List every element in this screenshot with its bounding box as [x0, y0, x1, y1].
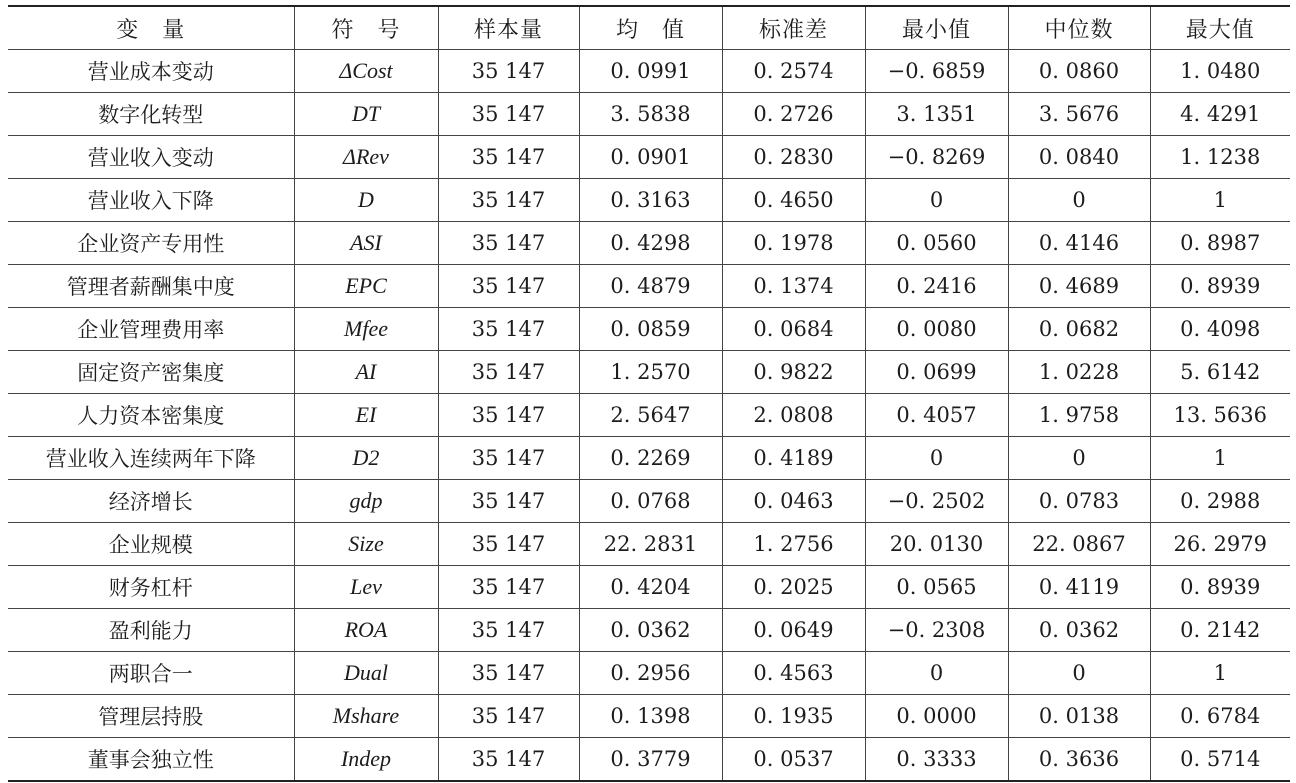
table-row	[8, 523, 1290, 566]
cell-median: 0. 4146	[1008, 222, 1150, 265]
cell-max: 1	[1150, 179, 1290, 222]
cell-min: 0. 2416	[865, 265, 1008, 308]
cell-mean: 0. 0991	[579, 50, 722, 93]
cell-median: 0. 0682	[1008, 308, 1150, 351]
cell-symbol: ΔCost	[294, 50, 438, 93]
cell-mean: 0. 0768	[579, 480, 722, 523]
cell-variable: 盈利能力	[8, 609, 294, 652]
cell-variable: 两职合一	[8, 652, 294, 695]
cell-median: 0	[1008, 437, 1150, 480]
table-body	[8, 50, 1290, 782]
cell-variable: 管理者薪酬集中度	[8, 265, 294, 308]
descriptive-statistics-table	[8, 5, 1290, 782]
header-symbol: 符 号	[294, 6, 438, 50]
cell-symbol: D2	[294, 437, 438, 480]
cell-symbol: Lev	[294, 566, 438, 609]
cell-std-dev: 0. 1978	[722, 222, 865, 265]
cell-variable: 营业收入下降	[8, 179, 294, 222]
cell-sample-size: 35 147	[438, 566, 579, 609]
cell-std-dev: 0. 4650	[722, 179, 865, 222]
header-std-dev: 标准差	[722, 6, 865, 50]
cell-mean: 2. 5647	[579, 394, 722, 437]
cell-mean: 0. 0362	[579, 609, 722, 652]
table-header	[8, 6, 1290, 50]
cell-symbol: AI	[294, 351, 438, 394]
cell-std-dev: 2. 0808	[722, 394, 865, 437]
table-row	[8, 738, 1290, 782]
cell-symbol: D	[294, 179, 438, 222]
cell-sample-size: 35 147	[438, 523, 579, 566]
cell-mean: 0. 2956	[579, 652, 722, 695]
cell-std-dev: 0. 1374	[722, 265, 865, 308]
cell-symbol: Dual	[294, 652, 438, 695]
cell-sample-size: 35 147	[438, 652, 579, 695]
cell-mean: 3. 5838	[579, 93, 722, 136]
table-row	[8, 265, 1290, 308]
cell-variable: 管理层持股	[8, 695, 294, 738]
cell-symbol: Indep	[294, 738, 438, 782]
cell-max: 0. 8939	[1150, 265, 1290, 308]
cell-mean: 0. 3163	[579, 179, 722, 222]
table-row	[8, 93, 1290, 136]
cell-max: 0. 4098	[1150, 308, 1290, 351]
cell-min: 0	[865, 437, 1008, 480]
cell-mean: 0. 4298	[579, 222, 722, 265]
cell-max: 1. 0480	[1150, 50, 1290, 93]
cell-max: 0. 2988	[1150, 480, 1290, 523]
cell-variable: 人力资本密集度	[8, 394, 294, 437]
cell-max: 0. 8987	[1150, 222, 1290, 265]
cell-median: 0. 0138	[1008, 695, 1150, 738]
cell-median: 0. 0840	[1008, 136, 1150, 179]
header-variable: 变 量	[8, 6, 294, 50]
cell-std-dev: 0. 4189	[722, 437, 865, 480]
cell-max: 0. 8939	[1150, 566, 1290, 609]
header-mean: 均 值	[579, 6, 722, 50]
cell-max: 4. 4291	[1150, 93, 1290, 136]
cell-sample-size: 35 147	[438, 50, 579, 93]
cell-sample-size: 35 147	[438, 308, 579, 351]
table-row	[8, 437, 1290, 480]
table-row	[8, 394, 1290, 437]
cell-symbol: ASI	[294, 222, 438, 265]
header-median: 中位数	[1008, 6, 1150, 50]
table-row	[8, 136, 1290, 179]
cell-median: 0. 4119	[1008, 566, 1150, 609]
table-row	[8, 50, 1290, 93]
cell-std-dev: 0. 0649	[722, 609, 865, 652]
cell-symbol: ΔRev	[294, 136, 438, 179]
cell-min: 0. 0560	[865, 222, 1008, 265]
cell-median: 0	[1008, 179, 1150, 222]
table-row	[8, 652, 1290, 695]
cell-median: 0. 3636	[1008, 738, 1150, 782]
table-row	[8, 222, 1290, 265]
cell-std-dev: 0. 0463	[722, 480, 865, 523]
cell-max: 0. 6784	[1150, 695, 1290, 738]
cell-median: 1. 0228	[1008, 351, 1150, 394]
cell-variable: 财务杠杆	[8, 566, 294, 609]
cell-sample-size: 35 147	[438, 222, 579, 265]
cell-min: 0. 3333	[865, 738, 1008, 782]
cell-max: 0. 5714	[1150, 738, 1290, 782]
cell-sample-size: 35 147	[438, 738, 579, 782]
cell-mean: 0. 0859	[579, 308, 722, 351]
cell-min: 0. 0699	[865, 351, 1008, 394]
cell-variable: 董事会独立性	[8, 738, 294, 782]
cell-median: 0. 4689	[1008, 265, 1150, 308]
cell-variable: 固定资产密集度	[8, 351, 294, 394]
cell-median: 0	[1008, 652, 1150, 695]
cell-min: 20. 0130	[865, 523, 1008, 566]
cell-max: 5. 6142	[1150, 351, 1290, 394]
cell-min: 0	[865, 179, 1008, 222]
cell-max: 1. 1238	[1150, 136, 1290, 179]
table-row	[8, 609, 1290, 652]
header-row	[8, 6, 1290, 50]
cell-sample-size: 35 147	[438, 394, 579, 437]
cell-variable: 数字化转型	[8, 93, 294, 136]
cell-min: 0. 0000	[865, 695, 1008, 738]
table-row	[8, 695, 1290, 738]
cell-sample-size: 35 147	[438, 351, 579, 394]
cell-variable: 营业成本变动	[8, 50, 294, 93]
cell-mean: 0. 0901	[579, 136, 722, 179]
cell-sample-size: 35 147	[438, 93, 579, 136]
cell-median: 0. 0362	[1008, 609, 1150, 652]
cell-min: 0. 0565	[865, 566, 1008, 609]
cell-symbol: Mshare	[294, 695, 438, 738]
cell-median: 0. 0783	[1008, 480, 1150, 523]
cell-std-dev: 0. 2574	[722, 50, 865, 93]
header-min: 最小值	[865, 6, 1008, 50]
cell-min: −0. 8269	[865, 136, 1008, 179]
cell-min: −0. 2308	[865, 609, 1008, 652]
cell-variable: 企业资产专用性	[8, 222, 294, 265]
cell-symbol: EPC	[294, 265, 438, 308]
cell-sample-size: 35 147	[438, 609, 579, 652]
cell-min: −0. 6859	[865, 50, 1008, 93]
cell-std-dev: 0. 4563	[722, 652, 865, 695]
cell-median: 1. 9758	[1008, 394, 1150, 437]
cell-mean: 22. 2831	[579, 523, 722, 566]
cell-mean: 0. 4879	[579, 265, 722, 308]
cell-sample-size: 35 147	[438, 179, 579, 222]
cell-variable: 营业收入变动	[8, 136, 294, 179]
cell-median: 0. 0860	[1008, 50, 1150, 93]
cell-min: 3. 1351	[865, 93, 1008, 136]
cell-median: 22. 0867	[1008, 523, 1150, 566]
table-row	[8, 179, 1290, 222]
cell-std-dev: 0. 0537	[722, 738, 865, 782]
cell-variable: 经济增长	[8, 480, 294, 523]
cell-symbol: EI	[294, 394, 438, 437]
cell-std-dev: 0. 1935	[722, 695, 865, 738]
cell-max: 13. 5636	[1150, 394, 1290, 437]
cell-mean: 0. 1398	[579, 695, 722, 738]
cell-median: 3. 5676	[1008, 93, 1150, 136]
cell-mean: 0. 2269	[579, 437, 722, 480]
cell-std-dev: 0. 0684	[722, 308, 865, 351]
cell-max: 26. 2979	[1150, 523, 1290, 566]
cell-sample-size: 35 147	[438, 480, 579, 523]
cell-variable: 企业规模	[8, 523, 294, 566]
cell-min: −0. 2502	[865, 480, 1008, 523]
cell-std-dev: 0. 9822	[722, 351, 865, 394]
cell-max: 0. 2142	[1150, 609, 1290, 652]
cell-variable: 营业收入连续两年下降	[8, 437, 294, 480]
cell-std-dev: 1. 2756	[722, 523, 865, 566]
header-max: 最大值	[1150, 6, 1290, 50]
cell-symbol: DT	[294, 93, 438, 136]
table-row	[8, 351, 1290, 394]
cell-mean: 0. 3779	[579, 738, 722, 782]
cell-sample-size: 35 147	[438, 695, 579, 738]
table-row	[8, 566, 1290, 609]
table-row	[8, 480, 1290, 523]
cell-min: 0	[865, 652, 1008, 695]
cell-symbol: ROA	[294, 609, 438, 652]
cell-mean: 1. 2570	[579, 351, 722, 394]
header-sample-size: 样本量	[438, 6, 579, 50]
cell-sample-size: 35 147	[438, 136, 579, 179]
cell-sample-size: 35 147	[438, 437, 579, 480]
cell-std-dev: 0. 2025	[722, 566, 865, 609]
cell-std-dev: 0. 2830	[722, 136, 865, 179]
cell-min: 0. 0080	[865, 308, 1008, 351]
cell-mean: 0. 4204	[579, 566, 722, 609]
cell-max: 1	[1150, 437, 1290, 480]
cell-symbol: Mfee	[294, 308, 438, 351]
cell-min: 0. 4057	[865, 394, 1008, 437]
cell-sample-size: 35 147	[438, 265, 579, 308]
table-row	[8, 308, 1290, 351]
cell-max: 1	[1150, 652, 1290, 695]
cell-variable: 企业管理费用率	[8, 308, 294, 351]
cell-symbol: gdp	[294, 480, 438, 523]
cell-std-dev: 0. 2726	[722, 93, 865, 136]
cell-symbol: Size	[294, 523, 438, 566]
